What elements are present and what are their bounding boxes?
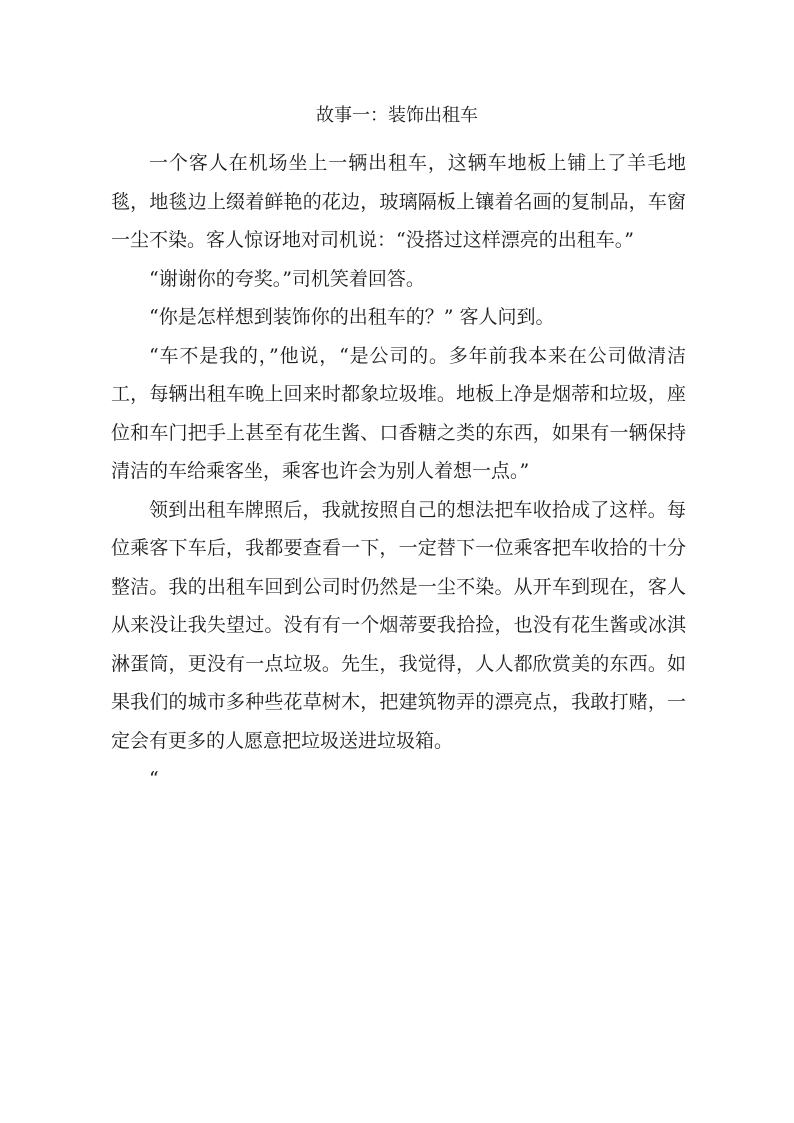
paragraph-1: 一个客人在机场坐上一辆出租车，这辆车地板上铺上了羊毛地毯，地毯边上缀着鲜艳的花边，玻璃隔板上镶着名画的复制品，车窗一尘不染。客人惊讶地对司机说：“没搭过这样漂亮的出租车。”	[111, 152, 686, 251]
paragraph-5: 领到出租车牌照后，我就按照自己的想法把车收拾成了这样。每位乘客下车后，我都要查看一下，一定替下一位乘客把车收拾的十分整洁。我的出租车回到公司时仍然是一尘不染。从开车到现在，客人从来没让我失望过。没有有一个烟蒂要我拾捡，也没有花生酱或冰淇淋蛋筒，更没有一点垃圾。先生，我觉得，人人都欣赏美的东西。如果我们的城市多种些花草树木，把建筑物弄的漂亮点，我敢打赌，一定会有更多的人愿意把垃圾送进垃圾箱。	[111, 498, 686, 752]
trailing-quote-mark: “	[149, 768, 159, 790]
paragraph-3: “你是怎样想到装饰你的出租车的？” 客人问到。	[149, 306, 555, 328]
document-body	[111, 144, 686, 799]
paragraph-2: “谢谢你的夸奖。”司机笑着回答。	[149, 267, 425, 290]
paragraph-4: “车不是我的，”他说，“是公司的。多年前我本来在公司做清洁工，每辆出租车晚上回来时都象垃圾堆。地板上净是烟蒂和垃圾，座位和车门把手上甚至有花生酱、口香糖之类的东西，如果有一辆保持清洁的车给乘客坐，乘客也许会为别人着想一点。”	[111, 344, 686, 482]
document-title: 故事一：装饰出租车	[316, 105, 478, 126]
